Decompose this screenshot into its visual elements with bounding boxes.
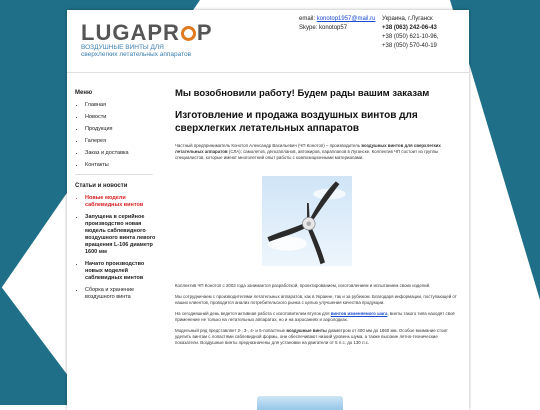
news-item[interactable]: • Запущена в серийное производство новая модель саблевидного воздушного винта левого вращения L-106 диаметр 1600 мм xyxy=(85,214,157,256)
variable-pitch-paragraph: На сегодняшний день ведется активная работа с изготовителем втулок для винтов изменяемого шага, винты такого типа находят своё применение не только на летательных аппаратах, но и на аэросаниях и аэролодках. xyxy=(175,311,455,322)
phone-2: +38 (050) 621-10-96, xyxy=(382,34,439,40)
menu-item-contacts[interactable]: • Контакты xyxy=(85,162,157,168)
news-title: Статьи и новости xyxy=(75,183,128,189)
header-contacts-right xyxy=(382,15,439,51)
page-container xyxy=(67,10,469,410)
logo-subtitle-2: сверхлегких летательных аппаратов xyxy=(81,51,192,58)
menu-item-home[interactable]: • Главная xyxy=(85,102,157,108)
menu-item-products[interactable]: • Продукция xyxy=(85,126,157,132)
site-logo[interactable] xyxy=(81,22,213,58)
variable-pitch-link[interactable]: винтов изменяемого шага xyxy=(330,311,388,316)
intro-paragraph: Частный предприниматель Конотоп Александр Васильевич (ЧП Конотоп) – производитель воздушных винтов для сверхлегких летательных аппаратов (СЛА): самолетов, дельтапланов, автожиров, параплanов в Луганске. Коллектив ЧП состоит из группы специалистов, которые имеют многолетний опыт работы с композиционными материалами. xyxy=(175,143,441,160)
site-header xyxy=(67,10,469,73)
page-title: Изготовление и продажа воздушных винтов для сверхлегких летательных аппаратов xyxy=(175,110,418,134)
city-text: Украина, г.Луганск xyxy=(382,16,433,22)
logo-subtitle-1: ВОЗДУШНЫЕ ВИНТЫ ДЛЯ xyxy=(81,44,164,51)
news-item[interactable]: • Сборка и хранение воздушного винта xyxy=(85,287,157,301)
news-list xyxy=(75,195,157,301)
news-item[interactable]: • Новые модели саблевидных винтов xyxy=(85,195,157,209)
history-paragraph: Коллектив ЧП Конотоп с 2003 года занимается разработкой, проектированием, изготовлением и испытанием своих изделий. xyxy=(175,283,431,288)
skype-text: Skype: konotop57 xyxy=(299,25,348,31)
sidebar xyxy=(75,90,157,306)
menu-item-order[interactable]: • Заказ и доставка xyxy=(85,150,157,156)
logo-o-icon xyxy=(181,26,196,41)
news-item[interactable]: • Начато производство новых моделей саблевидных винтов xyxy=(85,261,157,282)
phone-3: +38 (050) 570-40-19 xyxy=(382,43,437,49)
main-content xyxy=(175,88,461,351)
model-range-paragraph: Модельный ряд представляет 2-, 3-, 4- и 5-лопастные воздушные винты диаметром от 400 мм до 1860 мм. Особое внимание стоит уделить винтам с лопастями саблевидной формы, они обеспечивают низкий уровень шума, а также высокие летно-технические показатели. Воздушные винты предназначены для установки на двигатели от 5 л.с. до 130 л.с. xyxy=(175,328,448,345)
announcement-heading: Мы возобновили работу! Будем рады вашим заказам xyxy=(175,88,430,99)
sidebar-divider xyxy=(75,174,153,175)
cooperation-paragraph: Мы сотрудничаем с производителями летательных аппаратов, как в Украине, так и за рубежом. Благодаря информации, поступающей от наших клиентов, проводится анализ потребительского рынка с целью улучшения качества продукции. xyxy=(175,294,457,305)
menu-item-news[interactable]: • Новости xyxy=(85,114,157,120)
email-label: email: xyxy=(299,16,316,22)
product-image-partial xyxy=(257,396,343,410)
header-contacts-left xyxy=(299,15,375,33)
logo-wordmark: LUGAPR P xyxy=(81,20,213,45)
menu-item-gallery[interactable]: • Галерея xyxy=(85,138,157,144)
menu-title: Меню xyxy=(75,90,93,96)
propeller-image xyxy=(262,176,352,266)
menu-list xyxy=(75,102,157,168)
phone-1: +38 (063) 242-06-43 xyxy=(382,25,437,31)
email-link[interactable]: konotop1957@mail.ru xyxy=(316,16,376,22)
